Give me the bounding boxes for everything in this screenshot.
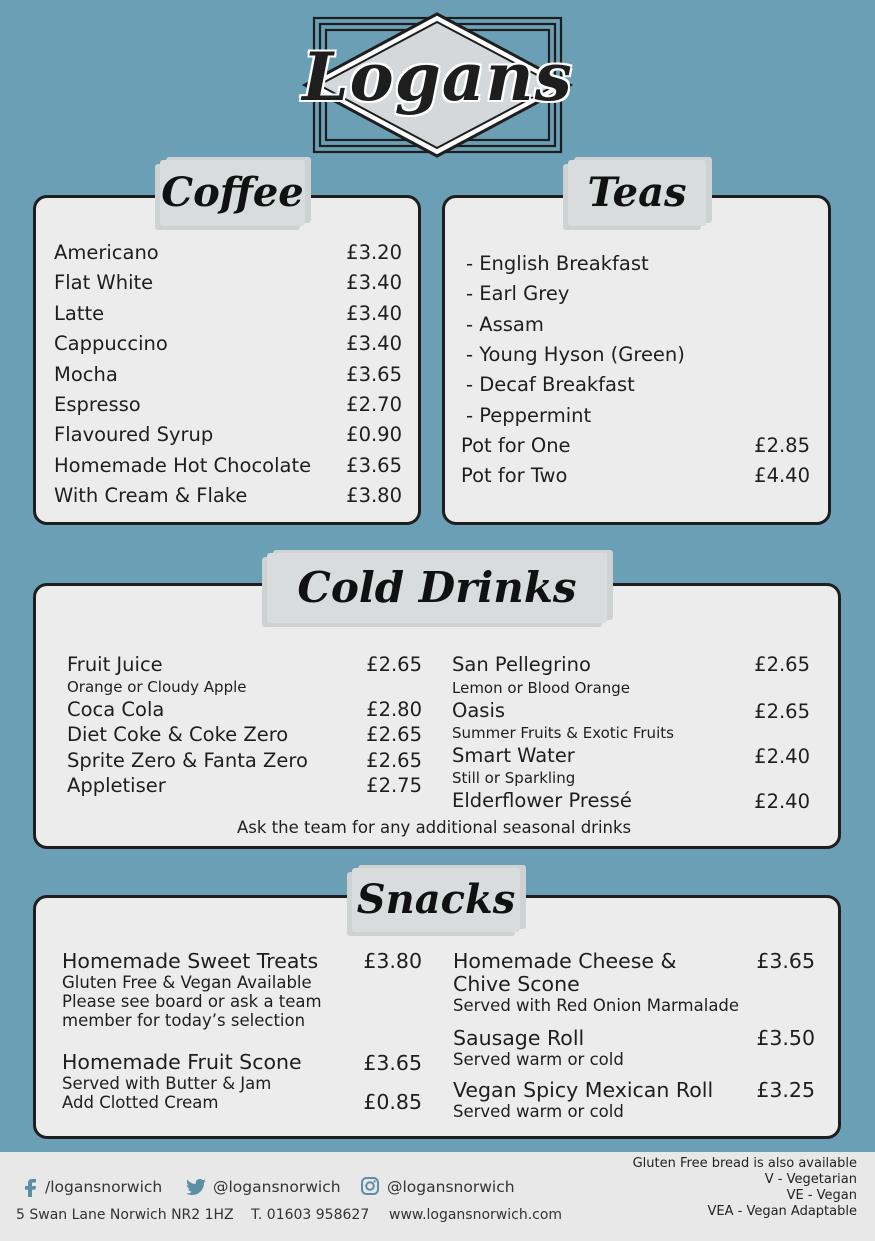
tea-variety: - Decaf Breakfast [466, 373, 635, 396]
drink-item: Sprite Zero & Fanta Zero [67, 749, 308, 772]
coffee-price: £3.40 [346, 271, 402, 294]
drink-price: £2.65 [366, 749, 422, 772]
snack-note: member for today’s selection [62, 1011, 306, 1030]
drink-price: £2.40 [754, 745, 810, 768]
website-link[interactable]: www.logansnorwich.com [389, 1207, 563, 1223]
coffee-price: £0.90 [346, 423, 402, 446]
coffee-price: £3.40 [346, 332, 402, 355]
coffee-item: Flavoured Syrup [54, 423, 214, 446]
coffee-item: Homemade Hot Chocolate [54, 454, 312, 477]
twitter-icon [186, 1179, 206, 1195]
drink-price: £2.65 [366, 653, 422, 676]
snacks-title: Snacks [352, 868, 520, 932]
drink-note: Summer Fruits & Exotic Fruits [452, 724, 674, 742]
drink-price: £2.65 [754, 700, 810, 723]
coffee-item: Americano [54, 241, 159, 264]
coffee-title: Coffee [160, 160, 305, 226]
instagram-handle[interactable]: @logansnorwich [387, 1178, 515, 1196]
tea-pot: Pot for Two [461, 464, 568, 487]
dietary-key: VE - Vegan [786, 1188, 857, 1203]
drink-price: £2.40 [754, 790, 810, 813]
snack-price: £3.80 [363, 949, 422, 973]
coffee-price: £3.20 [346, 241, 402, 264]
tea-variety: - Earl Grey [466, 282, 570, 305]
coffee-price: £3.40 [346, 302, 402, 325]
coffee-item: With Cream & Flake [54, 484, 248, 507]
snack-item: Vegan Spicy Mexican Roll [453, 1078, 714, 1102]
snack-note: Served with Red Onion Marmalade [453, 996, 740, 1015]
coffee-price: £3.65 [346, 363, 402, 386]
drink-item: Oasis [452, 699, 506, 722]
drink-price: £2.80 [366, 698, 422, 721]
tea-pot: Pot for One [461, 434, 571, 457]
tea-variety: - Assam [466, 313, 544, 336]
snack-item: Homemade Sweet Treats [62, 949, 319, 973]
coffee-price: £3.80 [346, 484, 402, 507]
drink-price: £2.65 [366, 723, 422, 746]
drink-item: Fruit Juice [67, 653, 163, 676]
snack-price: £3.65 [756, 949, 815, 973]
tea-pot-price: £4.40 [754, 464, 810, 487]
dietary-note: Gluten Free bread is also available [632, 1156, 857, 1171]
facebook-icon [24, 1179, 36, 1197]
seasonal-drinks-note: Ask the team for any additional seasonal drinks [237, 818, 632, 837]
dietary-key: VEA - Vegan Adaptable [707, 1204, 857, 1219]
cold-drinks-title: Cold Drinks [267, 553, 607, 623]
drink-item: Coca Cola [67, 698, 165, 721]
snack-extra-price: £0.85 [363, 1090, 422, 1114]
coffee-item: Cappuccino [54, 332, 168, 355]
drink-note: Still or Sparkling [452, 769, 576, 787]
snack-item: Homemade Cheese & [453, 949, 677, 973]
drink-item: Smart Water [452, 744, 575, 767]
twitter-handle[interactable]: @logansnorwich [213, 1178, 341, 1196]
logo [300, 10, 575, 160]
drink-price: £2.75 [366, 774, 422, 797]
tea-variety: - English Breakfast [466, 252, 649, 275]
drink-note: Lemon or Blood Orange [452, 679, 631, 697]
tea-pot-price: £2.85 [754, 434, 810, 457]
coffee-item: Espresso [54, 393, 141, 416]
snack-item: Homemade Fruit Scone [62, 1050, 302, 1074]
drink-item: San Pellegrino [452, 653, 591, 676]
drink-item: Appletiser [67, 774, 166, 797]
facebook-handle[interactable]: /logansnorwich [45, 1178, 163, 1196]
instagram-icon [361, 1177, 379, 1195]
snack-note: Served warm or cold [453, 1102, 624, 1121]
snack-note: Served with Butter & Jam [62, 1074, 272, 1093]
tea-variety: - Young Hyson (Green) [466, 343, 685, 366]
snack-note: Served warm or cold [453, 1050, 624, 1069]
coffee-item: Latte [54, 302, 105, 325]
snack-item: Chive Scone [453, 972, 580, 996]
drink-price: £2.65 [754, 653, 810, 676]
snack-extra: Add Clotted Cream [62, 1093, 219, 1112]
snack-price: £3.25 [756, 1078, 815, 1102]
snack-note: Gluten Free & Vegan Available [62, 973, 312, 992]
coffee-item: Mocha [54, 363, 118, 386]
drink-item: Elderflower Pressé [452, 789, 632, 812]
address: 5 Swan Lane Norwich NR2 1HZ [16, 1207, 234, 1223]
footer [0, 1152, 875, 1241]
snack-item: Sausage Roll [453, 1026, 585, 1050]
snack-note: Please see board or ask a team [62, 992, 322, 1011]
drink-item: Diet Coke & Coke Zero [67, 723, 289, 746]
tea-variety: - Peppermint [466, 404, 592, 427]
teas-title: Teas [568, 160, 706, 226]
snack-price: £3.65 [363, 1051, 422, 1075]
coffee-item: Flat White [54, 271, 154, 294]
dietary-key: V - Vegetarian [764, 1172, 857, 1187]
drink-note: Orange or Cloudy Apple [67, 678, 247, 696]
phone: T. 01603 958627 [251, 1207, 370, 1223]
snack-price: £3.50 [756, 1026, 815, 1050]
brand-name: Logans [302, 38, 573, 116]
coffee-price: £2.70 [346, 393, 402, 416]
coffee-price: £3.65 [346, 454, 402, 477]
